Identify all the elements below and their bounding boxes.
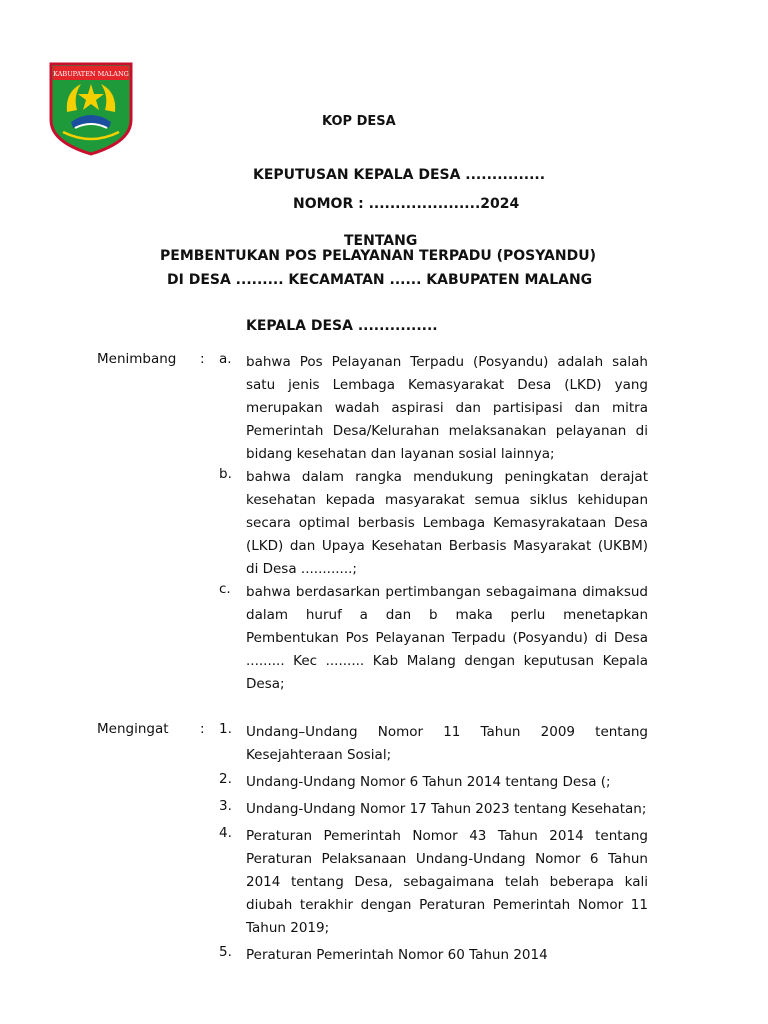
list-item-marker: 2. [219,771,232,787]
list-item [219,581,648,696]
coat-of-arms-icon [49,62,133,156]
decree-about: TENTANG [344,233,418,249]
mengingat-colon: : [200,721,205,737]
decree-number: NOMOR : .....................2024 [293,196,520,212]
decree-subject: PEMBENTUKAN POS PELAYANAN TERPADU (POSYANDU) [160,248,596,264]
list-item [219,721,648,767]
list-item-text: Undang–Undang Nomor 11 Tahun 2009 tentang Kesejahteraan Sosial; [246,724,648,763]
decree-title: KEPUTUSAN KEPALA DESA ............... [253,167,546,183]
list-item [219,771,648,794]
menimbang-colon: : [200,351,205,367]
list-item-text: bahwa berdasarkan pertimbangan sebagaimana dimaksud dalam huruf a dan b maka perlu menetapkan Pembentukan Pos Pelayanan Terpadu (Posyandu) di Desa ......... Kec ......... Kab Malang dengan keputusan Kepala Desa; [246,584,648,692]
mengingat-list [219,721,648,971]
list-item-text: Peraturan Pemerintah Nomor 43 Tahun 2014 tentang Peraturan Pelaksanaan Undang-Undang Nomor 6 Tahun 2014 tentang Desa, sebagaimana telah beberapa kali diubah terakhir dengan Peraturan Pemerintah Nomor 11 Tahun 2019; [246,828,648,936]
list-item-marker: 5. [219,944,232,960]
decree-location: DI DESA ......... KECAMATAN ...... KABUPATEN MALANG [167,272,593,288]
list-item [219,944,648,967]
signatory-title: KEPALA DESA ............... [246,318,438,334]
list-item-text: bahwa dalam rangka mendukung peningkatan derajat kesehatan kepada masyarakat semua siklus kehidupan secara optimal berbasis Lembaga Kemasyrakataan Desa (LKD) dan Upaya Kesehatan Berbasis Masyarakat (UKBM) di Desa ............; [246,469,648,577]
menimbang-list [219,351,648,696]
list-item-text: Undang-Undang Nomor 17 Tahun 2023 tentang Kesehatan; [246,801,647,817]
logo-banner-text: KABUPATEN MALANG [53,70,129,78]
list-item-text: Undang-Undang Nomor 6 Tahun 2014 tentang Desa (; [246,774,611,790]
kop-desa: KOP DESA [322,114,396,129]
list-item [219,466,648,581]
list-item-text: bahwa Pos Pelayanan Terpadu (Posyandu) adalah salah satu jenis Lembaga Kemasyarakat Desa (LKD) yang merupakan wadah aspirasi dan partisipasi dan mitra Pemerintah Desa/Kelurahan melaksanakan pelayanan di bidang kesehatan dan layanan sosial lainnya; [246,354,648,462]
list-item-marker: b. [219,466,232,482]
list-item-marker: 4. [219,825,232,841]
kabupaten-malang-logo [49,62,133,156]
list-item [219,798,648,821]
list-item [219,351,648,466]
list-item-text: Peraturan Pemerintah Nomor 60 Tahun 2014 [246,947,548,963]
list-item-marker: a. [219,351,232,367]
mengingat-label: Mengingat [97,721,169,737]
list-item-marker: 1. [219,721,232,737]
list-item-marker: 3. [219,798,232,814]
menimbang-label: Menimbang [97,351,177,367]
list-item-marker: c. [219,581,231,597]
list-item [219,825,648,940]
